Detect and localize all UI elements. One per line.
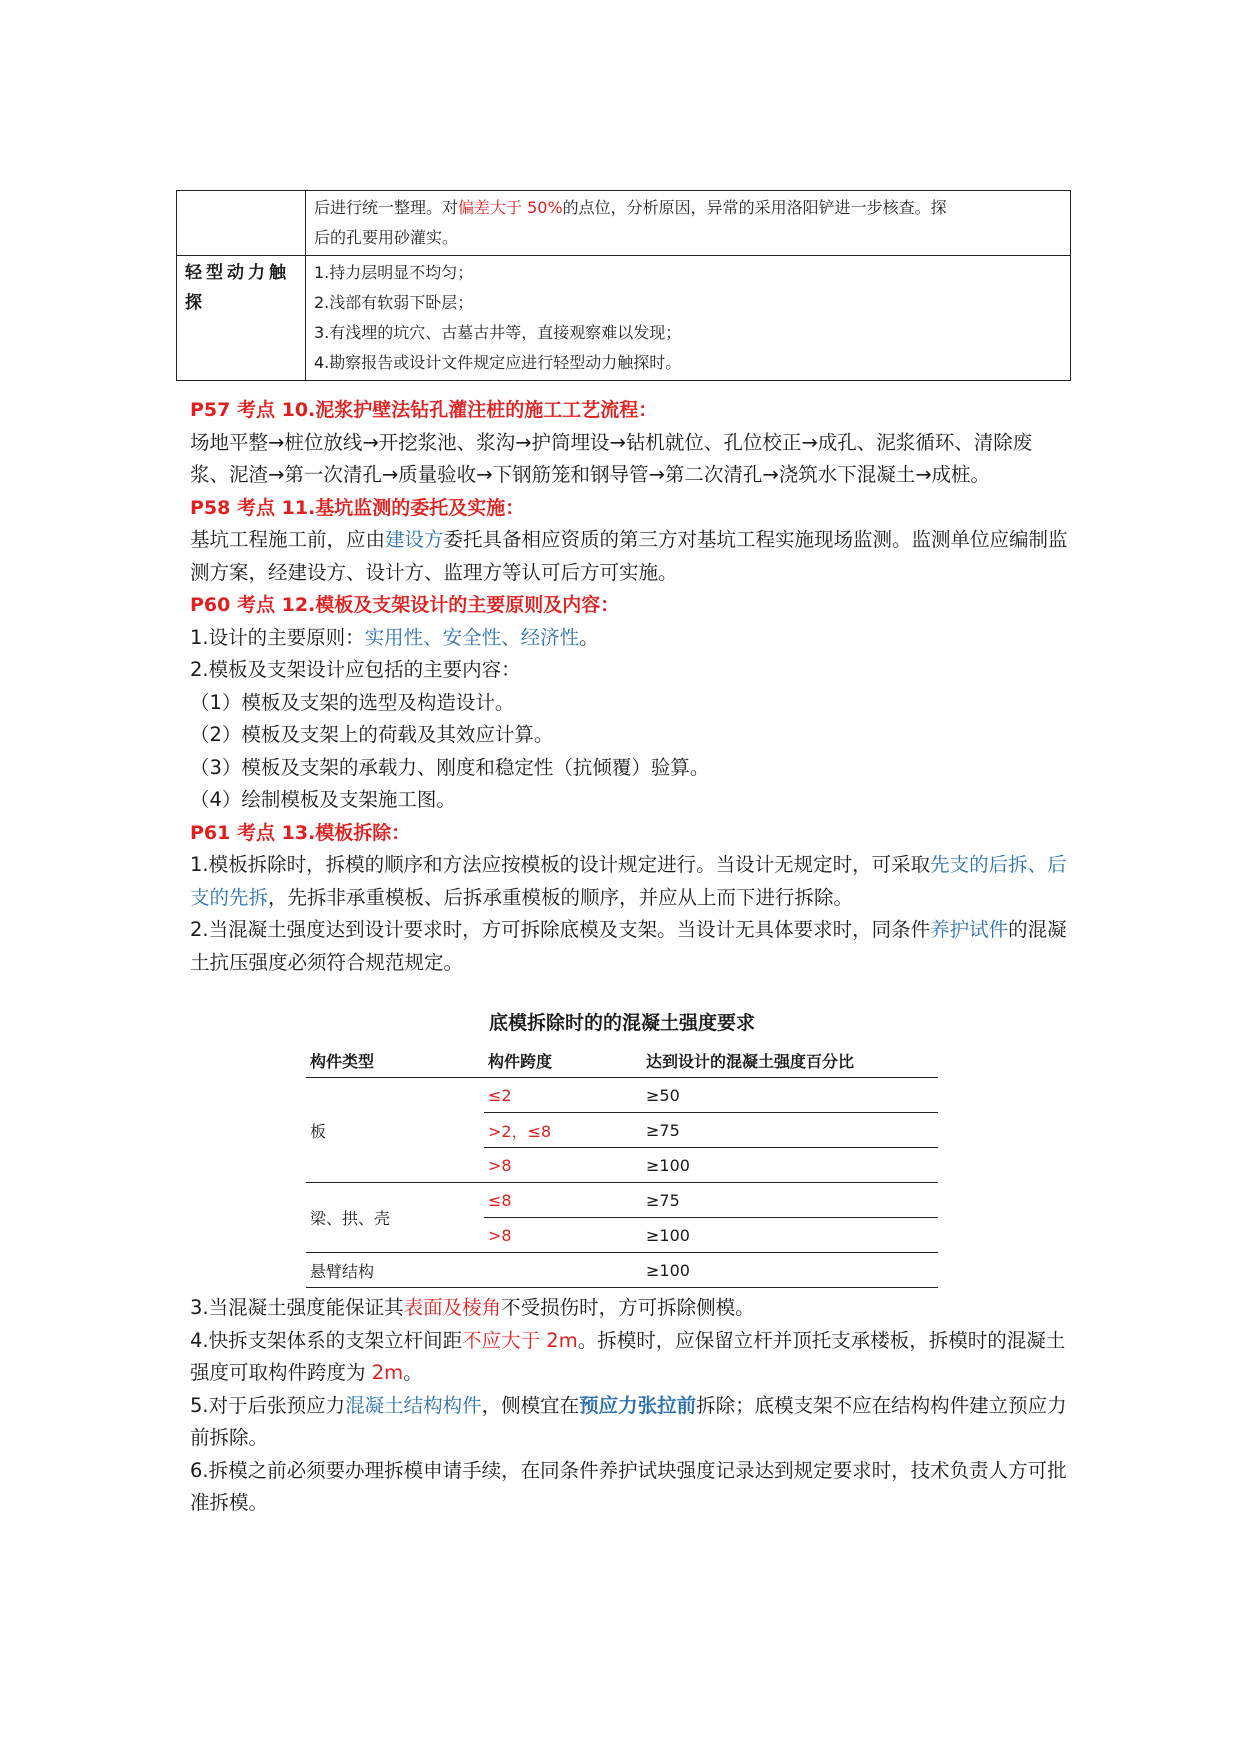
row-label-empty <box>177 191 306 256</box>
pct-cell: ≥100 <box>642 1218 938 1253</box>
pct-cell: ≥75 <box>642 1113 938 1148</box>
text-span: 委托具备相应资质的第三方对基坑工程实施现场监测。监测单位应编制监测方案，经建设方、设计方、监理方等认可后方可实施。 <box>190 528 1068 584</box>
paragraph: 6.拆模之前必须要办理拆模申请手续，在同条件养护试块强度记录达到规定要求时，技术负责人方可批准拆模。 <box>190 1458 1067 1514</box>
list-item: （2）模板及支架上的荷载及其效应计算。 <box>190 723 554 746</box>
list-item: 1.持力层明显不均匀； <box>314 263 474 282</box>
row-content <box>306 191 1071 256</box>
text-span: 的点位，分析原因，异常的采用洛阳铲进一步核查。探 <box>562 198 947 217</box>
text-span: ，先拆非承重模板、后拆承重模板的顺序，并应从上而下进行拆除。 <box>268 885 854 909</box>
list-item: （3）模板及支架的承载力、刚度和稳定性（抗倾覆）验算。 <box>190 755 710 779</box>
highlight-blue: 养护试件 <box>930 918 1009 941</box>
table-row <box>306 1078 938 1113</box>
column-header: 构件跨度 <box>484 1043 642 1078</box>
paragraph: 2.模板及支架设计应包括的主要内容： <box>190 658 521 681</box>
row-label: 轻型动力触探 <box>177 256 306 381</box>
list-item: 4.勘察报告或设计文件规定应进行轻型动力触探时。 <box>314 353 682 372</box>
text-span: 后的孔要用砂灌实。 <box>314 228 459 247</box>
span-cell: >8 <box>484 1218 642 1253</box>
text-span: 。 <box>579 625 599 649</box>
text-span: 3.当混凝土强度能保证其 <box>190 1296 404 1319</box>
main-content-continued <box>190 1292 1070 1520</box>
row-content <box>306 256 1071 381</box>
paragraph <box>190 1325 1070 1390</box>
highlight-red: 2m <box>365 1361 404 1384</box>
highlight-red: 不应大于 2m <box>462 1328 578 1352</box>
type-cell: 板 <box>306 1078 484 1183</box>
pct-cell: ≥100 <box>642 1148 938 1183</box>
paragraph <box>190 524 1070 589</box>
text-span: 。拆模时，应保留立杆并顶托支承楼板，拆模时的混凝土强度可取构件跨度为 <box>190 1328 1066 1384</box>
type-cell: 悬臂结构 <box>306 1253 484 1288</box>
text-span: 2.当混凝土强度达到设计要求时，方可拆除底模及支架。当设计无具体要求时，同条件 <box>190 918 931 941</box>
span-cell: >8 <box>484 1148 642 1183</box>
text-span: 的混凝土抗压强度必须符合规范规定。 <box>190 918 1067 974</box>
section-heading: P60 考点 12.模板及支架设计的主要原则及内容： <box>190 594 620 616</box>
main-content <box>190 394 1070 979</box>
table-header-row <box>306 1043 938 1078</box>
text-span: 。 <box>403 1361 423 1384</box>
paragraph: 场地平整→桩位放线→开挖浆池、浆沟→护筒埋设→钻机就位、孔位校正→成孔、泥浆循环、清除废浆、泥渣→第一次清孔→质量验收→下钢筋笼和钢导管→第二次清孔→浇筑水下混凝土→成桩。 <box>190 430 1033 486</box>
highlight-red: 表面及棱角 <box>403 1296 502 1319</box>
text-span: 后进行统一整理。对 <box>314 198 459 217</box>
text-span: 拆除；底模支架不应在结构构件建立预应力前拆除。 <box>190 1393 1067 1449</box>
list-item: 3.有浅埋的坑穴、古墓古井等，直接观察难以发现； <box>314 323 682 342</box>
paragraph <box>190 1292 1070 1325</box>
paragraph <box>190 622 1070 655</box>
section-heading: P58 考点 11.基坑监测的委托及实施： <box>190 496 525 519</box>
method-table <box>176 190 1071 381</box>
table-title: 底模拆除时的的混凝土强度要求 <box>488 1012 755 1034</box>
span-cell: ≤2 <box>484 1078 642 1113</box>
text-span: 基坑工程施工前，应由 <box>190 528 386 551</box>
type-cell: 梁、拱、壳 <box>306 1183 484 1253</box>
table-row <box>177 256 1071 381</box>
column-header: 构件类型 <box>306 1043 484 1078</box>
table-row <box>177 191 1071 256</box>
text-span: 4.快拆支架体系的支架立杆间距 <box>190 1328 463 1352</box>
list-item: （1）模板及支架的选型及构造设计。 <box>190 690 515 714</box>
strength-table <box>306 1043 938 1288</box>
highlight-blue: 建设方 <box>385 528 444 551</box>
paragraph <box>190 849 1070 914</box>
highlight-red: 偏差大于 50% <box>458 198 563 217</box>
column-header: 达到设计的混凝土强度百分比 <box>642 1043 938 1078</box>
highlight-blue: 先支的后拆、后支的先拆 <box>190 853 1067 909</box>
paragraph <box>190 914 1070 979</box>
text-span: 不受损伤时，方可拆除侧模。 <box>501 1296 755 1319</box>
highlight-blue: 实用性、安全性、经济性 <box>364 625 580 649</box>
table-row <box>306 1253 938 1288</box>
text-span: 5.对于后张预应力 <box>190 1393 346 1417</box>
paragraph <box>190 1390 1070 1455</box>
span-cell: ≤8 <box>484 1183 642 1218</box>
pct-cell: ≥75 <box>642 1183 938 1218</box>
highlight-blue: 预应力张拉前 <box>579 1393 697 1417</box>
list-item: （4）绘制模板及支架施工图。 <box>190 788 456 811</box>
pct-cell: ≥100 <box>642 1253 938 1288</box>
text-span: ，侧模宜在 <box>481 1393 580 1417</box>
span-cell: >2，≤8 <box>484 1113 642 1148</box>
list-item: 2.浅部有软弱下卧层； <box>314 293 474 312</box>
pct-cell: ≥50 <box>642 1078 938 1113</box>
text-span: 1.模板拆除时，拆模的顺序和方法应按模板的设计规定进行。当设计无规定时，可采取 <box>190 853 931 876</box>
text-span: 1.设计的主要原则： <box>190 625 365 649</box>
section-heading: P57 考点 10.泥浆护壁法钻孔灌注桩的施工工艺流程： <box>190 399 658 421</box>
highlight-blue: 混凝土结构构件 <box>345 1393 482 1417</box>
span-cell <box>484 1253 642 1288</box>
table-row <box>306 1183 938 1218</box>
section-heading: P61 考点 13.模板拆除： <box>190 821 411 844</box>
